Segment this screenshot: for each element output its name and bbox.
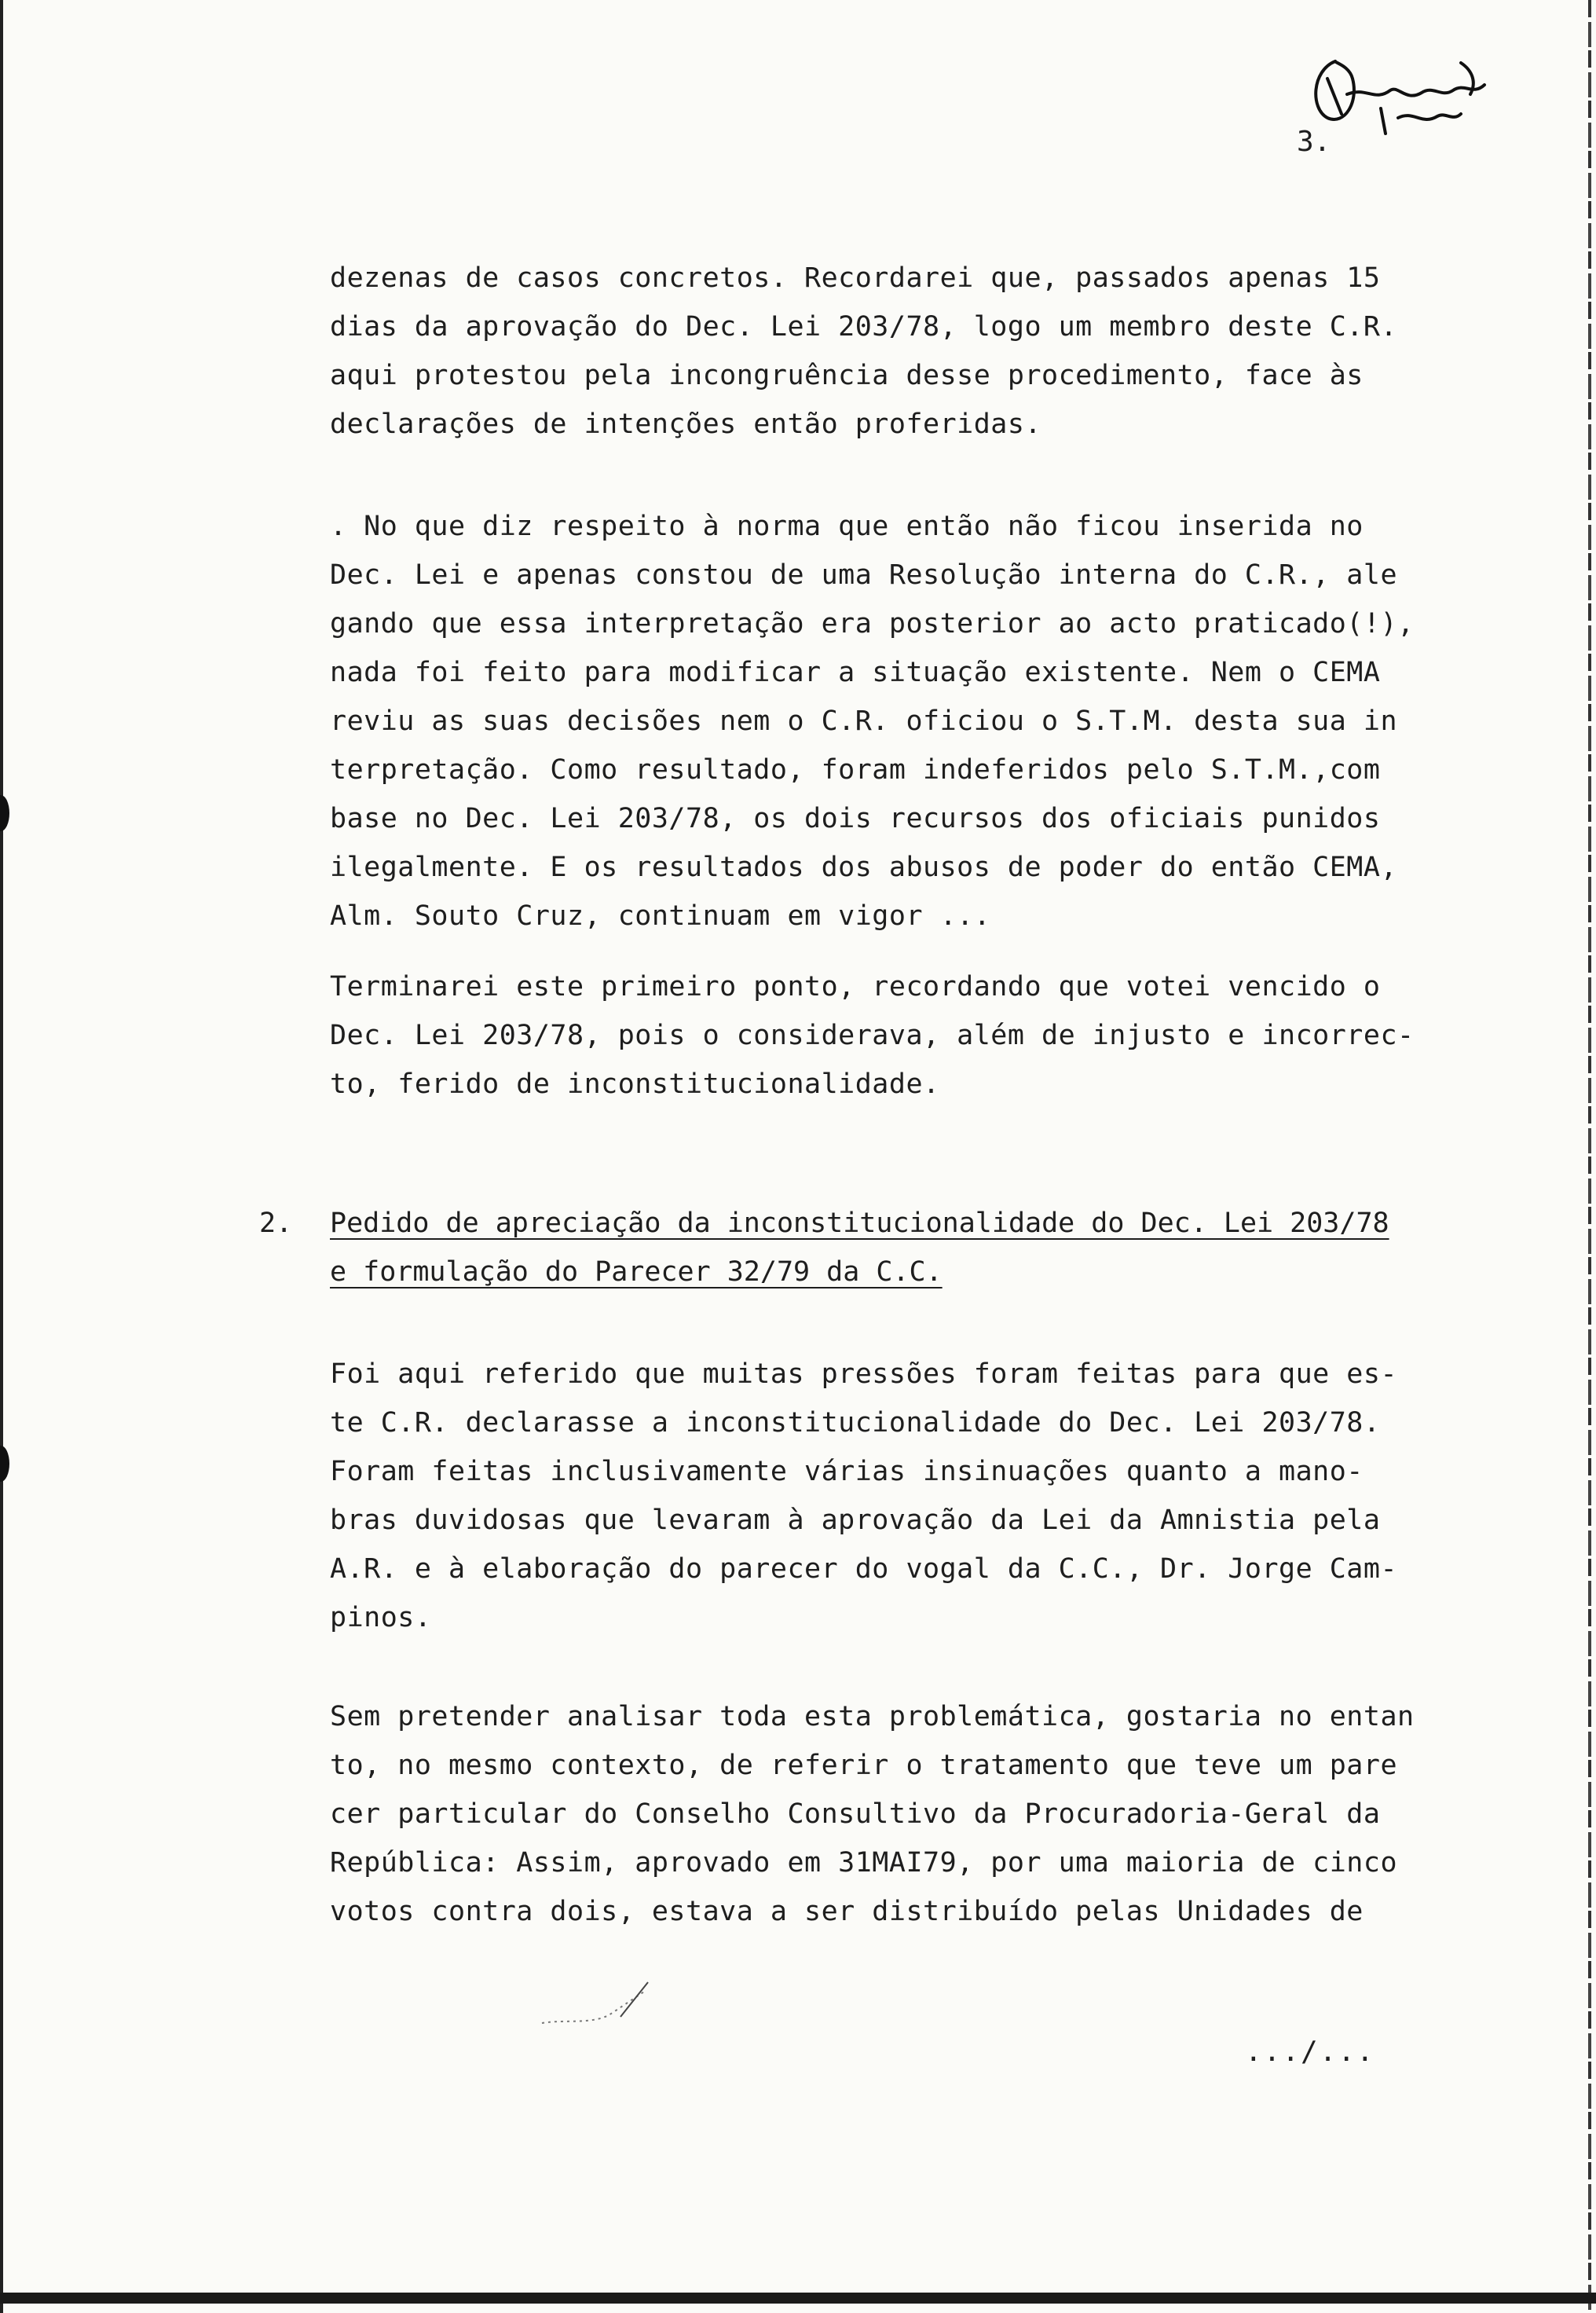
paragraph-2 (330, 502, 1429, 940)
text-line: bras duvidosas que levaram à aprovação da Lei da Amnistia pela (330, 1505, 1381, 1536)
text-line: to, no mesmo contexto, de referir o tratamento que teve um pare (330, 1750, 1398, 1781)
text-line: ilegalmente. E os resultados dos abusos de poder do então CEMA, (330, 852, 1398, 883)
scan-smudge (534, 1976, 715, 2031)
text-line: Dec. Lei e apenas constou de uma Resolução interna do C.R., ale (330, 559, 1398, 591)
text-line: declarações de intenções então proferidas. (330, 409, 1042, 440)
text-line: cer particular do Conselho Consultivo da Procuradoria-Geral da (330, 1798, 1381, 1830)
text-line: pinos. (330, 1602, 432, 1633)
text-line: Dec. Lei 203/78, pois o considerava, além de injusto e incorrec- (330, 1020, 1415, 1051)
text-line: votos contra dois, estava a ser distribuído pelas Unidades de (330, 1896, 1364, 1927)
text-line: aqui protestou pela incongruência desse procedimento, face às (330, 360, 1364, 391)
section-number: 2. (259, 1208, 293, 1239)
punch-hole-lower (0, 1446, 9, 1482)
paragraph-4 (330, 1350, 1429, 1642)
page-number: 3. (1297, 126, 1331, 158)
heading-line: e formulação do Parecer 32/79 da C.C. (330, 1256, 943, 1288)
text-line: gando que essa interpretação era posterior ao acto praticado(!), (330, 608, 1415, 640)
text-line: nada foi feito para modificar a situação existente. Nem o CEMA (330, 657, 1381, 688)
scan-edge-bottom (0, 2293, 1596, 2304)
text-line: Foi aqui referido que muitas pressões foram feitas para que es- (330, 1358, 1398, 1390)
text-line: Terminarei este primeiro ponto, recordando que votei vencido o (330, 971, 1381, 1003)
text-line: te C.R. declarasse a inconstitucionalidade do Dec. Lei 203/78. (330, 1407, 1381, 1439)
heading-line: Pedido de apreciação da inconstitucionalidade do Dec. Lei 203/78 (330, 1208, 1389, 1239)
punch-hole-upper (0, 795, 9, 831)
text-line: to, ferido de inconstitucionalidade. (330, 1069, 940, 1100)
handwritten-signature (1304, 47, 1508, 141)
paragraph-3 (330, 962, 1429, 1109)
text-line: base no Dec. Lei 203/78, os dois recursos dos oficiais punidos (330, 803, 1381, 834)
text-line: Sem pretender analisar toda esta problemática, gostaria no entan (330, 1701, 1415, 1732)
scan-edge-left (0, 0, 3, 2313)
text-line: dias da aprovação do Dec. Lei 203/78, logo um membro deste C.R. (330, 311, 1398, 343)
text-line: . No que diz respeito à norma que então não ficou inserida no (330, 511, 1364, 542)
text-line: reviu as suas decisões nem o C.R. oficiou o S.T.M. desta sua in (330, 706, 1398, 737)
section-heading (330, 1199, 1445, 1296)
text-line: terpretação. Como resultado, foram indeferidos pelo S.T.M.,com (330, 754, 1381, 786)
text-line: Alm. Souto Cruz, continuam em vigor ... (330, 900, 991, 932)
scan-edge-right (1588, 0, 1591, 2313)
text-line: A.R. e à elaboração do parecer do vogal da C.C., Dr. Jorge Cam- (330, 1553, 1398, 1585)
paragraph-5 (330, 1692, 1429, 1936)
text-line: dezenas de casos concretos. Recordarei que, passados apenas 15 (330, 262, 1381, 294)
text-line: Foram feitas inclusivamente várias insinuações quanto a mano- (330, 1456, 1364, 1487)
paragraph-1 (330, 254, 1429, 449)
text-line: República: Assim, aprovado em 31MAI79, por uma maioria de cinco (330, 1847, 1398, 1879)
continuation-mark: .../... (1245, 2036, 1375, 2068)
